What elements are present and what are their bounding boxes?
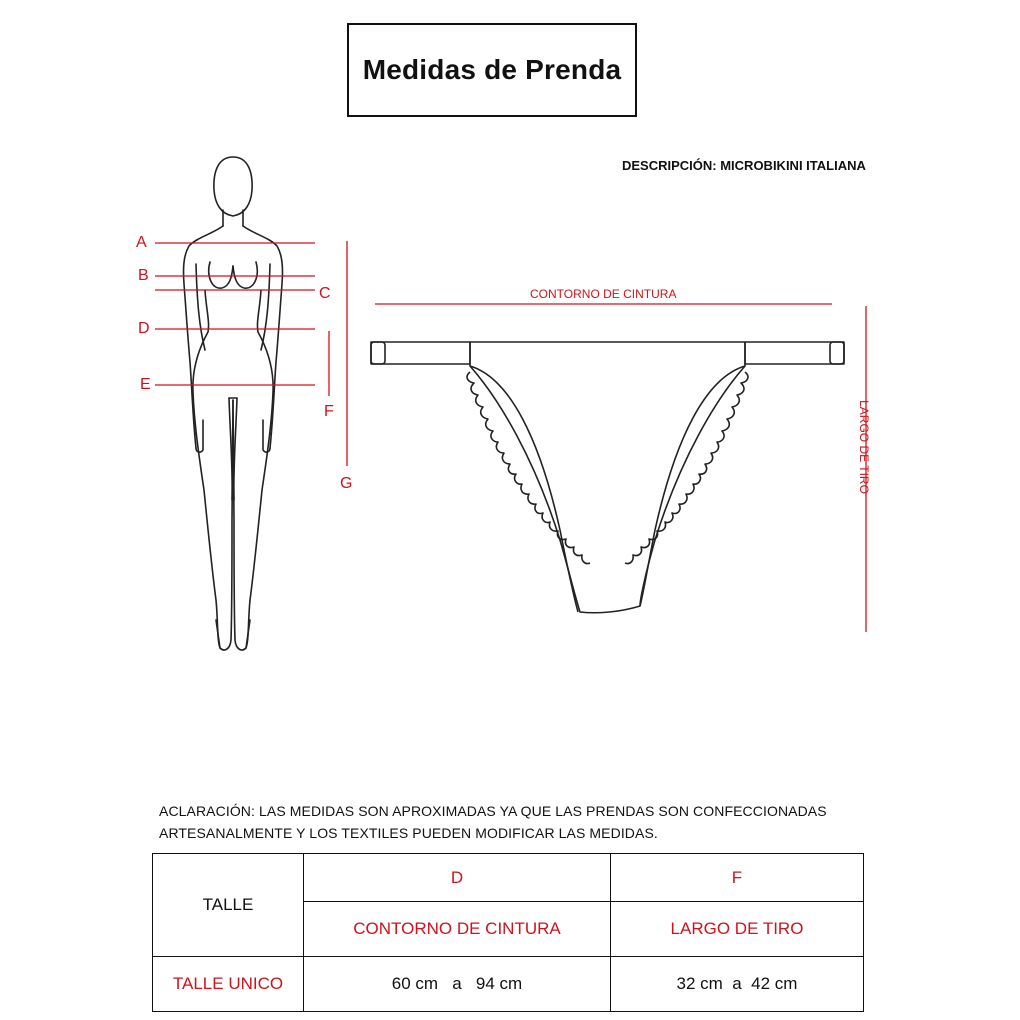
size-header: TALLE: [202, 895, 254, 914]
measurement-lines: [155, 241, 866, 632]
garment-description: DESCRIPCIÓN: MICROBIKINI ITALIANA: [622, 158, 866, 173]
body-figure: [184, 157, 283, 650]
waist-label: CONTORNO DE CINTURA: [530, 287, 677, 301]
row-d-value-cell: [304, 957, 611, 1012]
col-f-letter-cell: [611, 854, 864, 902]
size-table: [152, 853, 864, 1012]
label-f: F: [324, 403, 334, 420]
page-title: Medidas de Prenda: [362, 54, 622, 85]
col-d-name-cell: [304, 902, 611, 957]
col-f-letter: F: [731, 867, 743, 887]
disclaimer-note: ACLARACIÓN: LAS MEDIDAS SON APROXIMADAS YA QUE LAS PRENDAS SON CONFECCIONADAS ARTESANALMENTE Y LOS TEXTILES PUEDEN MODIFICAR LAS MEDIDAS.: [159, 803, 827, 841]
row-f-value-cell: [611, 957, 864, 1012]
row-f-value: 32 cm a 42 cm: [676, 974, 798, 993]
size-header-cell: [153, 854, 304, 957]
label-e: E: [140, 376, 151, 393]
label-d: D: [138, 320, 150, 337]
label-a: A: [136, 234, 147, 251]
label-c: C: [319, 285, 331, 302]
col-d-name: CONTORNO DE CINTURA: [353, 919, 561, 938]
row-d-value: 60 cm a 94 cm: [391, 974, 523, 993]
label-g: G: [340, 475, 353, 492]
col-f-name-cell: [611, 902, 864, 957]
bikini-bottom: [371, 342, 844, 613]
col-d-letter-cell: [304, 854, 611, 902]
col-d-letter: D: [450, 867, 464, 887]
rise-label: LARGO DE TIRO: [857, 400, 871, 494]
col-f-name: LARGO DE TIRO: [670, 919, 804, 938]
row-size-cell: [153, 957, 304, 1012]
row-size: TALLE UNICO: [172, 974, 284, 993]
label-b: B: [138, 267, 149, 284]
